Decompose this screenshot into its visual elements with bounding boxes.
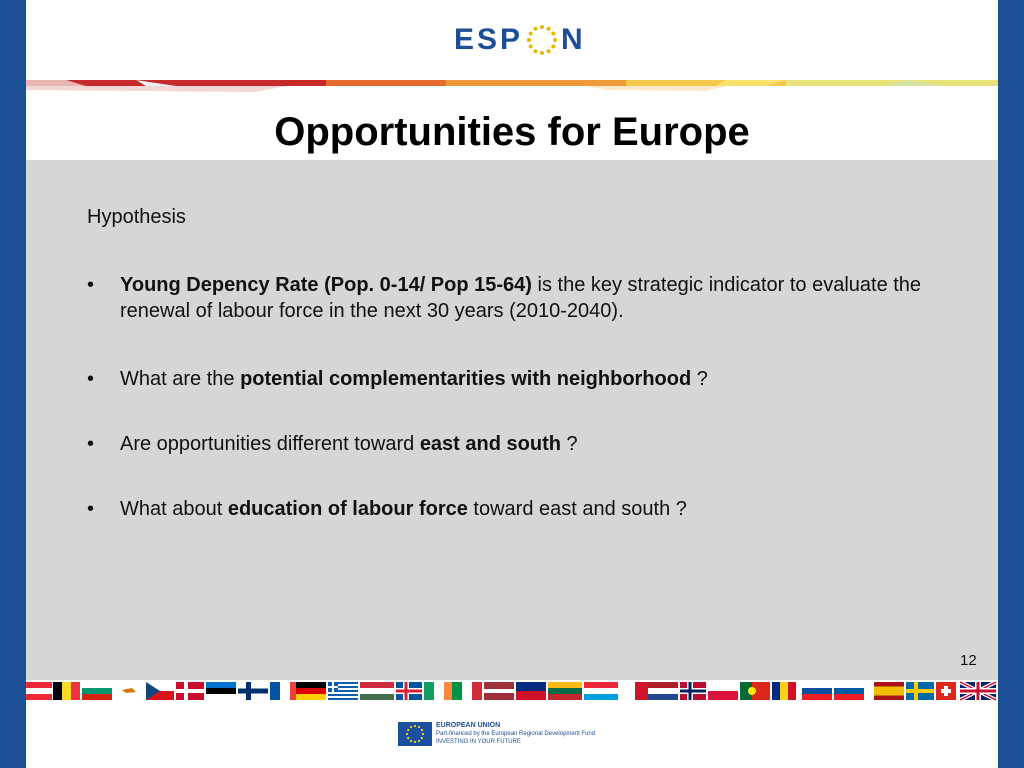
bullet-text: ?	[560, 433, 578, 455]
eu-line-2: Part-financed by the European Regional Development Fund	[436, 731, 596, 737]
eu-line-1: EUROPEAN UNION	[436, 722, 501, 729]
bullet-bold-text: education of labour force	[227, 498, 468, 520]
bullet-text: is the key strategic indicator to evaluate the renewal of labour force in the next 30 years (2010-2040).	[120, 274, 922, 322]
header-bar	[26, 0, 998, 64]
map-banner	[26, 64, 998, 104]
bullet-item	[87, 496, 687, 522]
eu-funding-note	[436, 722, 676, 746]
bullet-item	[87, 431, 578, 457]
slide-subtitle: Hypothesis	[87, 206, 186, 228]
eu-line-3: INVESTING IN YOUR FUTURE	[436, 739, 521, 745]
bullet-symbol: •	[87, 368, 95, 390]
bullet-text: Are opportunities different toward	[120, 433, 420, 455]
bullet-bold-text: Young Depency Rate (Pop. 0-14/ Pop 15-64)	[120, 274, 532, 296]
bullet-bold-text: potential complementarities with neighborhood	[240, 368, 692, 390]
eu-flag-icon	[398, 722, 432, 746]
logo-text-left: ESP	[454, 23, 524, 56]
espon-logo	[454, 20, 586, 60]
logo-text-right: N	[561, 23, 586, 56]
europe-map-strip	[26, 64, 998, 104]
bullet-text: What about	[120, 498, 228, 520]
bullet-symbol: •	[87, 433, 95, 455]
eu-stars-circle-icon	[524, 22, 560, 58]
bullet-bold-text: east and south	[419, 433, 561, 455]
bullet-item	[87, 366, 708, 392]
bullet-text: ?	[691, 368, 708, 390]
bullet-symbol: •	[87, 274, 95, 296]
bullet-symbol: •	[87, 498, 95, 520]
bullet-item	[87, 272, 947, 324]
eu-flags-icon	[26, 680, 998, 702]
footer	[26, 702, 998, 768]
slide-title: Opportunities for Europe	[274, 110, 750, 154]
flags-strip	[26, 680, 998, 702]
bullet-text: toward east and south ?	[467, 498, 687, 520]
bullet-text: What are the	[120, 368, 241, 390]
page-number: 12	[960, 652, 977, 669]
slide	[26, 0, 998, 768]
